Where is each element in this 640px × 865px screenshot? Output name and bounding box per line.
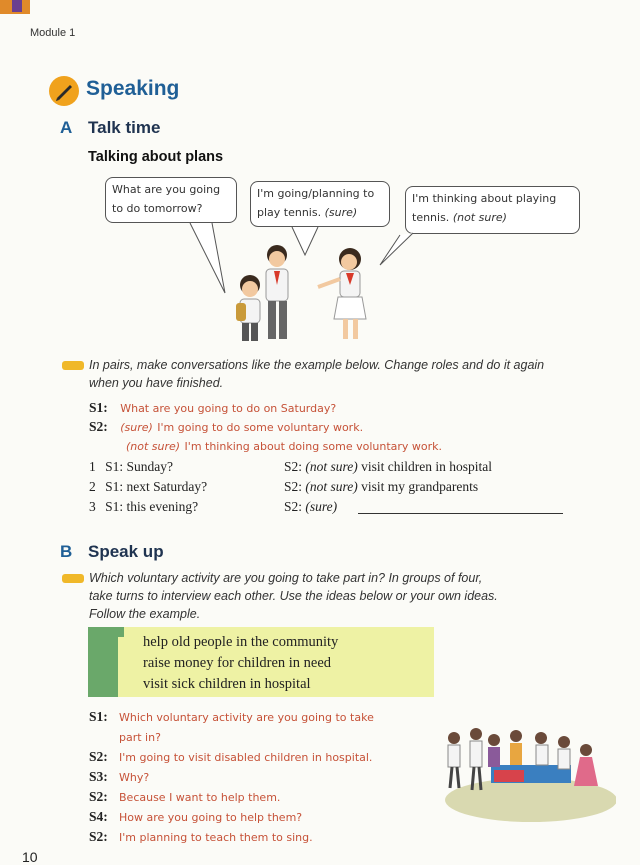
example-s2-alt (126, 437, 442, 455)
example-text: I'm going to do some voluntary work. (157, 421, 364, 434)
drill-number: 2 (89, 479, 96, 494)
example-text: I'm thinking about doing some voluntary work. (184, 440, 443, 453)
example-s1 (89, 399, 336, 417)
idea-item: raise money for children in need (143, 655, 332, 671)
drill-answer-row (284, 479, 478, 495)
speaker-label: S2: (284, 479, 303, 494)
dialogue (89, 708, 429, 848)
speaker-label: S2: (89, 789, 108, 804)
part-b-title: Speak up (88, 542, 164, 561)
bubble-text: What are you going (112, 183, 221, 196)
drill-answer: visit children in hospital (361, 459, 493, 474)
drill-number: 1 (89, 459, 96, 474)
drill-note: (sure) (305, 499, 338, 514)
dialogue-line: Because I want to help them. (119, 791, 281, 804)
drill-note: (not sure) (305, 459, 358, 474)
speaker-label: S2: (89, 749, 108, 764)
part-a-letter: A (60, 118, 73, 137)
children-illustration (150, 215, 450, 350)
speaker-label: S4: (89, 809, 108, 824)
bubble-text: to do tomorrow? (112, 202, 203, 215)
drill-number: 3 (89, 499, 96, 514)
corner-decoration-accent (12, 0, 22, 12)
drill-note: (not sure) (305, 479, 358, 494)
speaker-label: S2: (284, 499, 303, 514)
bubble-text: I'm going/planning to (257, 187, 375, 200)
pencil-icon (48, 75, 80, 107)
dialogue-line: Which voluntary activity are you going to take (119, 711, 374, 724)
page-number: 10 (22, 849, 38, 865)
part-b-letter: B (60, 542, 73, 561)
speaker-label: S2: (284, 459, 303, 474)
dialogue-line: I'm going to visit disabled children in hospital. (119, 751, 373, 764)
speaker-label: S3: (89, 769, 108, 784)
example-s2 (89, 418, 363, 436)
instruction-marker-icon (62, 361, 84, 370)
drill-prompt: this evening? (126, 499, 199, 514)
bubble-text: tennis. (412, 211, 450, 224)
example-note: (sure) (120, 421, 153, 434)
drill-answer-row (284, 499, 337, 515)
dialogue-line: I'm planning to teach them to sing. (119, 831, 313, 844)
bubble-note: (sure) (324, 206, 358, 219)
idea-item: visit sick children in hospital (143, 676, 311, 692)
instruction-a (89, 356, 544, 392)
drill-row (89, 499, 198, 515)
drill-prompt: next Saturday? (126, 479, 208, 494)
instruction-b (89, 569, 498, 623)
bubble-text: I'm thinking about playing (412, 192, 557, 205)
speaker-label: S1: (89, 400, 108, 415)
ideas-box-tab (112, 627, 124, 637)
speaker-label: S1: (105, 479, 124, 494)
speaker-label: S1: (105, 499, 124, 514)
instruction-text: Which voluntary activity are you going to take part in? In groups of four, (89, 571, 483, 585)
drill-answer: visit my grandparents (361, 479, 479, 494)
volunteers-illustration (436, 720, 616, 825)
dialogue-line: How are you going to help them? (119, 811, 303, 824)
module-label: Module 1 (30, 27, 76, 39)
drill-row (89, 479, 207, 495)
speaker-label: S2: (89, 829, 108, 844)
section-title: Speaking (86, 77, 180, 100)
instruction-text: take turns to interview each other. Use the ideas below or your own ideas. (89, 589, 498, 603)
part-a-title: Talk time (88, 118, 161, 137)
speaker-label: S1: (105, 459, 124, 474)
instruction-text: In pairs, make conversations like the example below. Change roles and do it again (89, 358, 545, 372)
instruction-text: when you have finished. (89, 376, 224, 390)
drill-prompt: Sunday? (126, 459, 174, 474)
idea-item: help old people in the community (143, 634, 339, 650)
instruction-marker-icon (62, 574, 84, 583)
dialogue-line: Why? (119, 771, 150, 784)
answer-blank[interactable] (358, 513, 563, 514)
speaker-label: S1: (89, 709, 108, 724)
dialogue-line: part in? (119, 731, 161, 744)
example-note: (not sure) (126, 440, 181, 453)
speaker-label: S2: (89, 419, 108, 434)
bubble-note: (not sure) (452, 211, 507, 224)
instruction-text: Follow the example. (89, 607, 201, 621)
bubble-text: play tennis. (257, 206, 322, 219)
drill-row (89, 459, 173, 475)
ideas-box-stripe (88, 627, 118, 697)
part-a-subtitle: Talking about plans (88, 149, 224, 165)
drill-answer-row (284, 459, 492, 475)
example-text: What are you going to do on Saturday? (120, 402, 337, 415)
